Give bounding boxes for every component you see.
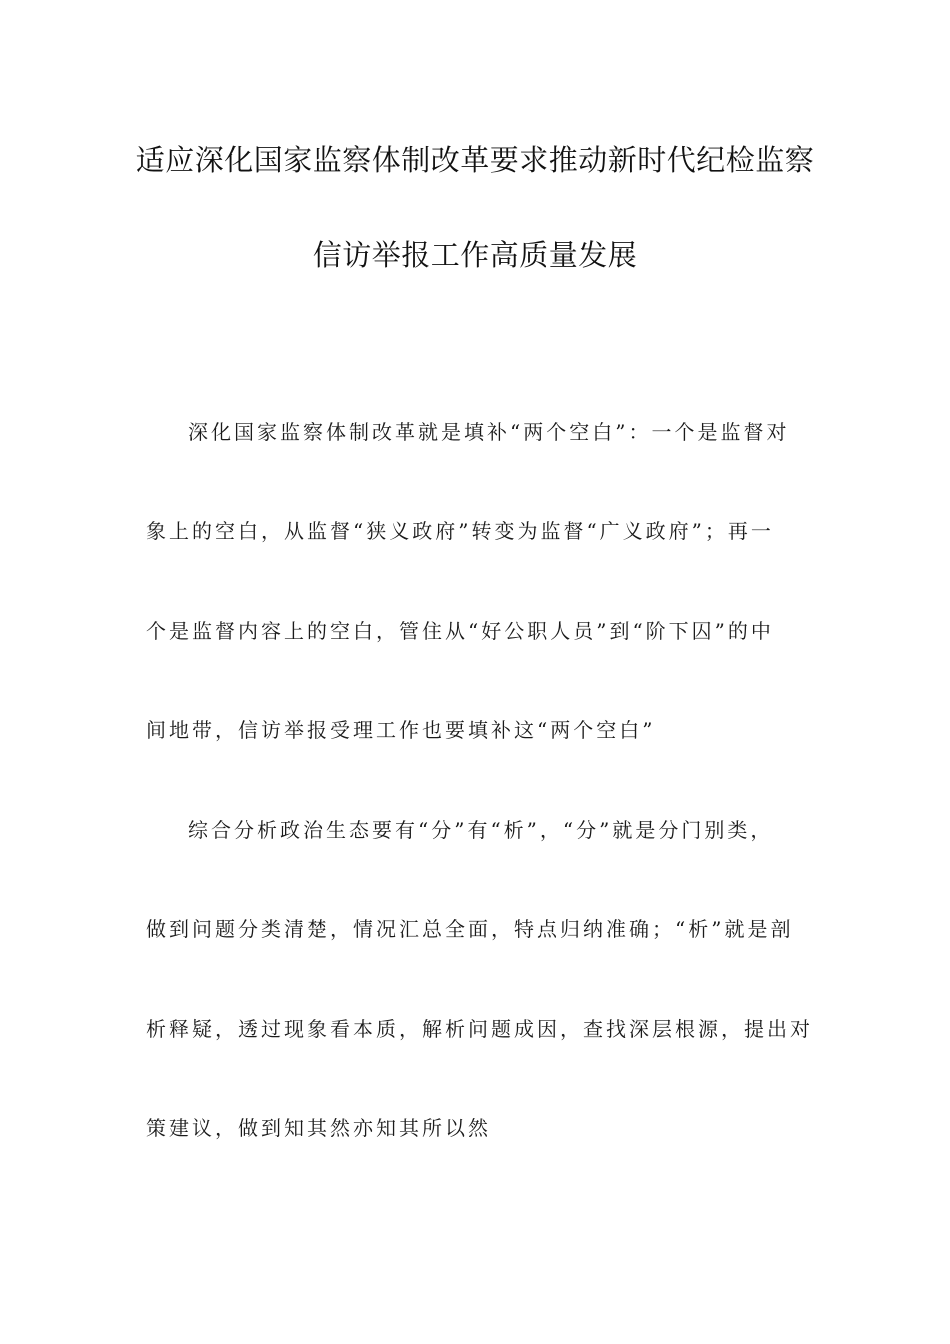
paragraph-line: 综合分析政治生态要有“分”有“析”，“分”就是分门别类，	[188, 818, 774, 842]
paragraph-line: 做到问题分类清楚，情况汇总全面，特点归纳准确；“析”就是剖	[146, 917, 794, 941]
document-title-line-2: 信访举报工作高质量发展	[312, 238, 638, 272]
paragraph-line: 析释疑，透过现象看本质，解析问题成因，查找深层根源，提出对	[146, 1017, 813, 1041]
paragraph-line: 个是监督内容上的空白，管住从“好公职人员”到“阶下囚”的中	[146, 619, 774, 643]
paragraph-line: 间地带，信访举报受理工作也要填补这“两个空白”	[146, 718, 656, 742]
document-title-line-1: 适应深化国家监察体制改革要求推动新时代纪检监察	[135, 143, 815, 177]
paragraph-line: 象上的空白，从监督“狭义政府”转变为监督“广义政府”；再一	[146, 519, 774, 543]
paragraph-line: 策建议，做到知其然亦知其所以然	[146, 1116, 491, 1140]
paragraph-line: 深化国家监察体制改革就是填补“两个空白”：一个是监督对	[188, 420, 790, 444]
